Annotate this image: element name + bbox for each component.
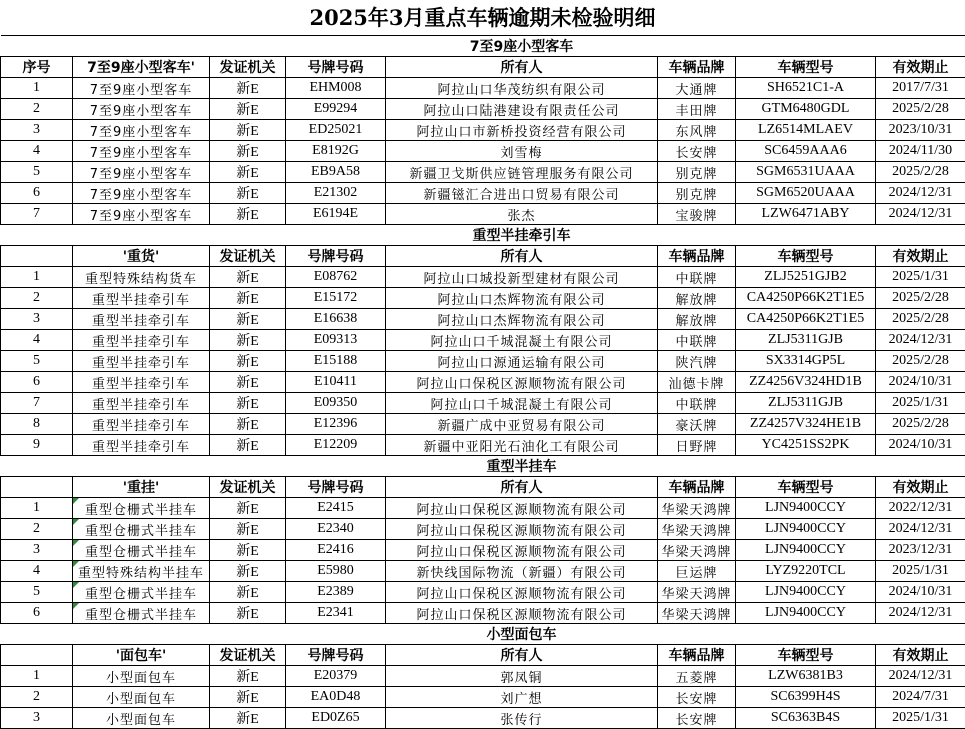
table-row xyxy=(1,435,965,456)
cell-plate-number[interactable]: E5980 xyxy=(286,561,386,582)
cell-plate-number[interactable]: E21302 xyxy=(286,183,386,204)
header-vehicle-model: 车辆型号 xyxy=(736,645,876,666)
header-valid-until: 有效期止 xyxy=(876,246,965,267)
cell-vehicle-model[interactable]: LZW6471ABY xyxy=(736,204,876,225)
table-row xyxy=(1,414,965,435)
section-title-row xyxy=(1,624,965,645)
section-title-spacer xyxy=(1,225,386,246)
cell-vehicle-model[interactable]: SX3314GP5L xyxy=(736,351,876,372)
cell-seq[interactable]: 7 xyxy=(1,204,73,225)
cell-vehicle-brand[interactable]: 大通牌 xyxy=(658,78,736,99)
header-seq xyxy=(1,645,73,666)
cell-vehicle-model[interactable]: GTM6480GDL xyxy=(736,99,876,120)
cell-vehicle-type[interactable]: 重型仓栅式半挂车 xyxy=(73,498,210,519)
cell-owner[interactable]: 新快线国际物流（新疆）有限公司 xyxy=(386,561,658,582)
cell-seq[interactable]: 7 xyxy=(1,393,73,414)
header-valid-until: 有效期止 xyxy=(876,645,965,666)
table-row xyxy=(1,519,965,540)
cell-seq[interactable]: 9 xyxy=(1,435,73,456)
cell-vehicle-brand[interactable]: 别克牌 xyxy=(658,183,736,204)
section-title-spacer xyxy=(658,225,965,246)
cell-plate-number[interactable]: E2341 xyxy=(286,603,386,624)
cell-vehicle-model[interactable]: LJN9400CCY xyxy=(736,540,876,561)
cell-plate-number[interactable]: E6194E xyxy=(286,204,386,225)
cell-vehicle-model[interactable]: ZLJ5311GJB xyxy=(736,393,876,414)
section-title: 重型半挂牵引车 xyxy=(386,225,658,246)
cell-seq[interactable]: 4 xyxy=(1,141,73,162)
cell-issuing-authority[interactable]: 新E xyxy=(210,267,286,288)
cell-vehicle-type[interactable]: 重型半挂牵引车 xyxy=(73,351,210,372)
cell-owner[interactable]: 阿拉山口保税区源顺物流有限公司 xyxy=(386,603,658,624)
cell-issuing-authority[interactable]: 新E xyxy=(210,498,286,519)
table-row xyxy=(1,267,965,288)
section-title-spacer xyxy=(1,36,386,57)
cell-valid-until[interactable]: 2024/10/31 xyxy=(876,582,965,603)
table-row xyxy=(1,309,965,330)
cell-plate-number[interactable]: E10411 xyxy=(286,372,386,393)
cell-owner[interactable]: 刘广想 xyxy=(386,687,658,708)
cell-plate-number[interactable]: E09313 xyxy=(286,330,386,351)
cell-issuing-authority[interactable]: 新E xyxy=(210,435,286,456)
cell-issuing-authority[interactable]: 新E xyxy=(210,666,286,687)
cell-seq[interactable]: 2 xyxy=(1,99,73,120)
cell-vehicle-model[interactable]: YC4251SS2PK xyxy=(736,435,876,456)
cell-owner[interactable]: 阿拉山口市新桥投资经营有限公司 xyxy=(386,120,658,141)
cell-vehicle-model[interactable]: SC6363B4S xyxy=(736,708,876,729)
cell-seq[interactable]: 5 xyxy=(1,351,73,372)
cell-vehicle-model[interactable]: ZZ4256V324HD1B xyxy=(736,372,876,393)
cell-issuing-authority[interactable]: 新E xyxy=(210,162,286,183)
cell-vehicle-brand[interactable]: 解放牌 xyxy=(658,309,736,330)
cell-issuing-authority[interactable]: 新E xyxy=(210,708,286,729)
cell-vehicle-brand[interactable]: 华梁天鸿牌 xyxy=(658,540,736,561)
cell-vehicle-brand[interactable]: 华梁天鸿牌 xyxy=(658,519,736,540)
cell-valid-until[interactable]: 2023/10/31 xyxy=(876,120,965,141)
cell-valid-until[interactable]: 2025/2/28 xyxy=(876,288,965,309)
cell-owner[interactable]: 阿拉山口华茂纺织有限公司 xyxy=(386,78,658,99)
header-valid-until: 有效期止 xyxy=(876,477,965,498)
cell-issuing-authority[interactable]: 新E xyxy=(210,120,286,141)
section-title-spacer xyxy=(658,456,965,477)
header-row xyxy=(1,57,965,78)
cell-plate-number[interactable]: E8192G xyxy=(286,141,386,162)
header-plate-number: 号牌号码 xyxy=(286,645,386,666)
cell-valid-until[interactable]: 2025/1/31 xyxy=(876,561,965,582)
cell-issuing-authority[interactable]: 新E xyxy=(210,78,286,99)
section-title: 7至9座小型客车 xyxy=(386,36,658,57)
cell-plate-number[interactable]: EHM008 xyxy=(286,78,386,99)
cell-issuing-authority[interactable]: 新E xyxy=(210,141,286,162)
header-issuing-authority: 发证机关 xyxy=(210,477,286,498)
cell-vehicle-type[interactable]: 小型面包车 xyxy=(73,666,210,687)
cell-plate-number[interactable]: E2416 xyxy=(286,540,386,561)
cell-vehicle-brand[interactable]: 日野牌 xyxy=(658,435,736,456)
cell-issuing-authority[interactable]: 新E xyxy=(210,414,286,435)
table-row xyxy=(1,393,965,414)
header-plate-number: 号牌号码 xyxy=(286,246,386,267)
cell-owner[interactable]: 郭凤铜 xyxy=(386,666,658,687)
cell-plate-number[interactable]: EB9A58 xyxy=(286,162,386,183)
cell-plate-number[interactable]: E99294 xyxy=(286,99,386,120)
cell-vehicle-model[interactable]: LJN9400CCY xyxy=(736,519,876,540)
cell-plate-number[interactable]: E15172 xyxy=(286,288,386,309)
cell-vehicle-type[interactable]: 小型面包车 xyxy=(73,708,210,729)
header-issuing-authority: 发证机关 xyxy=(210,645,286,666)
cell-vehicle-brand[interactable]: 豪沃牌 xyxy=(658,414,736,435)
cell-plate-number[interactable]: EA0D48 xyxy=(286,687,386,708)
table-row xyxy=(1,582,965,603)
cell-owner[interactable]: 阿拉山口杰辉物流有限公司 xyxy=(386,288,658,309)
table-row xyxy=(1,498,965,519)
header-vehicle-type: 7至9座小型客车' xyxy=(73,57,210,78)
cell-vehicle-model[interactable]: SC6459AAA6 xyxy=(736,141,876,162)
cell-vehicle-brand[interactable]: 长安牌 xyxy=(658,687,736,708)
cell-vehicle-model[interactable]: ZZ4257V324HE1B xyxy=(736,414,876,435)
cell-vehicle-brand[interactable]: 五菱牌 xyxy=(658,666,736,687)
cell-valid-until[interactable]: 2024/12/31 xyxy=(876,330,965,351)
cell-vehicle-type[interactable]: 重型仓栅式半挂车 xyxy=(73,540,210,561)
table-row xyxy=(1,288,965,309)
cell-owner[interactable]: 新疆中亚阳光石油化工有限公司 xyxy=(386,435,658,456)
cell-valid-until[interactable]: 2024/12/31 xyxy=(876,603,965,624)
cell-vehicle-type[interactable]: 7至9座小型客车 xyxy=(73,141,210,162)
cell-issuing-authority[interactable]: 新E xyxy=(210,561,286,582)
cell-vehicle-type[interactable]: 重型仓栅式半挂车 xyxy=(73,603,210,624)
cell-owner[interactable]: 阿拉山口千城混凝土有限公司 xyxy=(386,393,658,414)
cell-vehicle-brand[interactable]: 陕汽牌 xyxy=(658,351,736,372)
table-row xyxy=(1,99,965,120)
cell-vehicle-brand[interactable]: 长安牌 xyxy=(658,708,736,729)
header-plate-number: 号牌号码 xyxy=(286,477,386,498)
cell-vehicle-brand[interactable]: 丰田牌 xyxy=(658,99,736,120)
cell-valid-until[interactable]: 2024/10/31 xyxy=(876,372,965,393)
cell-vehicle-type[interactable]: 小型面包车 xyxy=(73,687,210,708)
cell-owner[interactable]: 刘雪梅 xyxy=(386,141,658,162)
cell-vehicle-type[interactable]: 重型仓栅式半挂车 xyxy=(73,519,210,540)
cell-vehicle-model[interactable]: CA4250P66K2T1E5 xyxy=(736,288,876,309)
cell-issuing-authority[interactable]: 新E xyxy=(210,99,286,120)
cell-seq[interactable]: 2 xyxy=(1,687,73,708)
cell-valid-until[interactable]: 2025/1/31 xyxy=(876,267,965,288)
cell-valid-until[interactable]: 2023/12/31 xyxy=(876,540,965,561)
cell-plate-number[interactable]: E12209 xyxy=(286,435,386,456)
cell-vehicle-brand[interactable]: 巨运牌 xyxy=(658,561,736,582)
cell-vehicle-brand[interactable]: 别克牌 xyxy=(658,162,736,183)
cell-vehicle-brand[interactable]: 宝骏牌 xyxy=(658,204,736,225)
cell-issuing-authority[interactable]: 新E xyxy=(210,582,286,603)
cell-seq[interactable]: 5 xyxy=(1,582,73,603)
header-owner: 所有人 xyxy=(386,477,658,498)
header-row xyxy=(1,246,965,267)
cell-owner[interactable]: 阿拉山口保税区源顺物流有限公司 xyxy=(386,540,658,561)
cell-vehicle-brand[interactable]: 中联牌 xyxy=(658,393,736,414)
cell-vehicle-type[interactable]: 重型半挂牵引车 xyxy=(73,309,210,330)
cell-valid-until[interactable]: 2024/10/31 xyxy=(876,435,965,456)
cell-owner[interactable]: 阿拉山口保税区源顺物流有限公司 xyxy=(386,372,658,393)
cell-plate-number[interactable]: E15188 xyxy=(286,351,386,372)
cell-valid-until[interactable]: 2025/1/31 xyxy=(876,393,965,414)
table-row xyxy=(1,687,965,708)
cell-owner[interactable]: 阿拉山口千城混凝土有限公司 xyxy=(386,330,658,351)
overdue-vehicle-table xyxy=(0,35,965,729)
header-vehicle-model: 车辆型号 xyxy=(736,246,876,267)
cell-issuing-authority[interactable]: 新E xyxy=(210,540,286,561)
cell-seq[interactable]: 1 xyxy=(1,498,73,519)
cell-plate-number[interactable]: E09350 xyxy=(286,393,386,414)
section-title: 小型面包车 xyxy=(386,624,658,645)
cell-plate-number[interactable]: E16638 xyxy=(286,309,386,330)
table-row xyxy=(1,372,965,393)
cell-owner[interactable]: 阿拉山口陆港建设有限责任公司 xyxy=(386,99,658,120)
table-row xyxy=(1,561,965,582)
cell-plate-number[interactable]: ED25021 xyxy=(286,120,386,141)
cell-vehicle-brand[interactable]: 中联牌 xyxy=(658,330,736,351)
table-row xyxy=(1,141,965,162)
cell-vehicle-type[interactable]: 7至9座小型客车 xyxy=(73,204,210,225)
cell-valid-until[interactable]: 2017/7/31 xyxy=(876,78,965,99)
cell-vehicle-model[interactable]: LYZ9220TCL xyxy=(736,561,876,582)
header-plate-number: 号牌号码 xyxy=(286,57,386,78)
cell-valid-until[interactable]: 2025/1/31 xyxy=(876,708,965,729)
header-vehicle-type: '重挂' xyxy=(73,477,210,498)
cell-valid-until[interactable]: 2025/2/28 xyxy=(876,162,965,183)
cell-vehicle-brand[interactable]: 长安牌 xyxy=(658,141,736,162)
cell-seq[interactable]: 3 xyxy=(1,309,73,330)
cell-seq[interactable]: 2 xyxy=(1,288,73,309)
section-title-spacer xyxy=(658,624,965,645)
cell-issuing-authority[interactable]: 新E xyxy=(210,519,286,540)
section-title-row xyxy=(1,456,965,477)
cell-owner[interactable]: 新疆广成中亚贸易有限公司 xyxy=(386,414,658,435)
cell-vehicle-brand[interactable]: 东风牌 xyxy=(658,120,736,141)
cell-valid-until[interactable]: 2024/12/31 xyxy=(876,666,965,687)
cell-seq[interactable]: 3 xyxy=(1,540,73,561)
table-row xyxy=(1,603,965,624)
sheet-title: 2025年3月重点车辆逾期未检验明细 xyxy=(0,0,965,35)
cell-issuing-authority[interactable]: 新E xyxy=(210,309,286,330)
header-vehicle-type: '面包车' xyxy=(73,645,210,666)
cell-valid-until[interactable]: 2024/12/31 xyxy=(876,183,965,204)
table-row xyxy=(1,540,965,561)
cell-valid-until[interactable]: 2025/2/28 xyxy=(876,351,965,372)
cell-plate-number[interactable]: E2340 xyxy=(286,519,386,540)
cell-valid-until[interactable]: 2024/7/31 xyxy=(876,687,965,708)
header-vehicle-brand: 车辆品牌 xyxy=(658,57,736,78)
cell-vehicle-model[interactable]: LJN9400CCY xyxy=(736,498,876,519)
cell-valid-until[interactable]: 2025/2/28 xyxy=(876,99,965,120)
header-valid-until: 有效期止 xyxy=(876,57,965,78)
cell-valid-until[interactable]: 2024/12/31 xyxy=(876,204,965,225)
header-seq xyxy=(1,246,73,267)
header-vehicle-model: 车辆型号 xyxy=(736,477,876,498)
cell-vehicle-type[interactable]: 重型半挂牵引车 xyxy=(73,288,210,309)
cell-vehicle-type[interactable]: 重型半挂牵引车 xyxy=(73,393,210,414)
cell-seq[interactable]: 6 xyxy=(1,372,73,393)
cell-vehicle-model[interactable]: SH6521C1-A xyxy=(736,78,876,99)
cell-issuing-authority[interactable]: 新E xyxy=(210,288,286,309)
cell-valid-until[interactable]: 2025/2/28 xyxy=(876,309,965,330)
header-seq xyxy=(1,477,73,498)
cell-plate-number[interactable]: E2415 xyxy=(286,498,386,519)
header-vehicle-brand: 车辆品牌 xyxy=(658,645,736,666)
header-vehicle-brand: 车辆品牌 xyxy=(658,246,736,267)
header-issuing-authority: 发证机关 xyxy=(210,246,286,267)
cell-seq[interactable]: 4 xyxy=(1,561,73,582)
cell-seq[interactable]: 1 xyxy=(1,78,73,99)
cell-owner[interactable]: 阿拉山口源通运输有限公司 xyxy=(386,351,658,372)
cell-valid-until[interactable]: 2024/11/30 xyxy=(876,141,965,162)
cell-plate-number[interactable]: E20379 xyxy=(286,666,386,687)
cell-vehicle-model[interactable]: SGM6520UAAA xyxy=(736,183,876,204)
cell-seq[interactable]: 5 xyxy=(1,162,73,183)
header-vehicle-model: 车辆型号 xyxy=(736,57,876,78)
cell-vehicle-type[interactable]: 7至9座小型客车 xyxy=(73,120,210,141)
cell-vehicle-type[interactable]: 重型特殊结构货车 xyxy=(73,267,210,288)
cell-issuing-authority[interactable]: 新E xyxy=(210,603,286,624)
header-row xyxy=(1,477,965,498)
cell-issuing-authority[interactable]: 新E xyxy=(210,372,286,393)
table-body xyxy=(1,36,965,729)
cell-seq[interactable]: 1 xyxy=(1,267,73,288)
header-owner: 所有人 xyxy=(386,57,658,78)
cell-vehicle-type[interactable]: 7至9座小型客车 xyxy=(73,99,210,120)
cell-owner[interactable]: 新疆镃汇合进出口贸易有限公司 xyxy=(386,183,658,204)
cell-seq[interactable]: 3 xyxy=(1,120,73,141)
cell-valid-until[interactable]: 2022/12/31 xyxy=(876,498,965,519)
cell-owner[interactable]: 阿拉山口杰辉物流有限公司 xyxy=(386,309,658,330)
cell-vehicle-type[interactable]: 7至9座小型客车 xyxy=(73,78,210,99)
cell-vehicle-model[interactable]: SGM6531UAAA xyxy=(736,162,876,183)
cell-vehicle-brand[interactable]: 华梁天鸿牌 xyxy=(658,582,736,603)
header-owner: 所有人 xyxy=(386,246,658,267)
cell-valid-until[interactable]: 2025/2/28 xyxy=(876,414,965,435)
cell-vehicle-type[interactable]: 重型半挂牵引车 xyxy=(73,435,210,456)
header-issuing-authority: 发证机关 xyxy=(210,57,286,78)
cell-vehicle-type[interactable]: 7至9座小型客车 xyxy=(73,162,210,183)
section-title: 重型半挂车 xyxy=(386,456,658,477)
table-row xyxy=(1,204,965,225)
cell-vehicle-model[interactable]: ZLJ5251GJB2 xyxy=(736,267,876,288)
cell-seq[interactable]: 4 xyxy=(1,330,73,351)
cell-seq[interactable]: 1 xyxy=(1,666,73,687)
cell-seq[interactable]: 6 xyxy=(1,183,73,204)
cell-issuing-authority[interactable]: 新E xyxy=(210,330,286,351)
table-row xyxy=(1,120,965,141)
cell-vehicle-type[interactable]: 重型半挂牵引车 xyxy=(73,330,210,351)
header-vehicle-type: '重货' xyxy=(73,246,210,267)
section-title-spacer xyxy=(1,624,386,645)
cell-plate-number[interactable]: ED0Z65 xyxy=(286,708,386,729)
cell-vehicle-model[interactable]: LZW6381B3 xyxy=(736,666,876,687)
cell-issuing-authority[interactable]: 新E xyxy=(210,351,286,372)
cell-valid-until[interactable]: 2024/12/31 xyxy=(876,519,965,540)
table-row xyxy=(1,666,965,687)
cell-vehicle-type[interactable]: 重型特殊结构半挂车 xyxy=(73,561,210,582)
cell-seq[interactable]: 3 xyxy=(1,708,73,729)
cell-vehicle-model[interactable]: LJN9400CCY xyxy=(736,582,876,603)
header-row xyxy=(1,645,965,666)
cell-owner[interactable]: 张传行 xyxy=(386,708,658,729)
cell-plate-number[interactable]: E08762 xyxy=(286,267,386,288)
section-title-spacer xyxy=(658,36,965,57)
table-row xyxy=(1,351,965,372)
section-title-spacer xyxy=(1,456,386,477)
cell-seq[interactable]: 2 xyxy=(1,519,73,540)
cell-owner[interactable]: 阿拉山口保税区源顺物流有限公司 xyxy=(386,498,658,519)
table-row xyxy=(1,78,965,99)
table-row xyxy=(1,708,965,729)
cell-owner[interactable]: 张杰 xyxy=(386,204,658,225)
cell-vehicle-type[interactable]: 重型半挂牵引车 xyxy=(73,372,210,393)
cell-vehicle-brand[interactable]: 华梁天鸿牌 xyxy=(658,498,736,519)
cell-plate-number[interactable]: E12396 xyxy=(286,414,386,435)
cell-owner[interactable]: 阿拉山口城投新型建材有限公司 xyxy=(386,267,658,288)
header-vehicle-brand: 车辆品牌 xyxy=(658,477,736,498)
cell-vehicle-type[interactable]: 重型半挂牵引车 xyxy=(73,414,210,435)
cell-vehicle-model[interactable]: LJN9400CCY xyxy=(736,603,876,624)
table-row xyxy=(1,162,965,183)
cell-vehicle-brand[interactable]: 中联牌 xyxy=(658,267,736,288)
table-row xyxy=(1,330,965,351)
cell-issuing-authority[interactable]: 新E xyxy=(210,183,286,204)
cell-vehicle-model[interactable]: SC6399H4S xyxy=(736,687,876,708)
cell-issuing-authority[interactable]: 新E xyxy=(210,393,286,414)
cell-vehicle-type[interactable]: 重型仓栅式半挂车 xyxy=(73,582,210,603)
section-title-row xyxy=(1,225,965,246)
cell-vehicle-model[interactable]: CA4250P66K2T1E5 xyxy=(736,309,876,330)
header-seq: 序号 xyxy=(1,57,73,78)
cell-issuing-authority[interactable]: 新E xyxy=(210,204,286,225)
header-owner: 所有人 xyxy=(386,645,658,666)
cell-seq[interactable]: 6 xyxy=(1,603,73,624)
cell-vehicle-model[interactable]: ZLJ5311GJB xyxy=(736,330,876,351)
cell-seq[interactable]: 8 xyxy=(1,414,73,435)
cell-plate-number[interactable]: E2389 xyxy=(286,582,386,603)
cell-vehicle-type[interactable]: 7至9座小型客车 xyxy=(73,183,210,204)
cell-vehicle-model[interactable]: LZ6514MLAEV xyxy=(736,120,876,141)
cell-owner[interactable]: 阿拉山口保税区源顺物流有限公司 xyxy=(386,582,658,603)
cell-owner[interactable]: 阿拉山口保税区源顺物流有限公司 xyxy=(386,519,658,540)
section-title-row xyxy=(1,36,965,57)
cell-vehicle-brand[interactable]: 汕德卡牌 xyxy=(658,372,736,393)
cell-owner[interactable]: 新疆卫戈斯供应链管理服务有限公司 xyxy=(386,162,658,183)
cell-issuing-authority[interactable]: 新E xyxy=(210,687,286,708)
cell-vehicle-brand[interactable]: 解放牌 xyxy=(658,288,736,309)
cell-vehicle-brand[interactable]: 华梁天鸿牌 xyxy=(658,603,736,624)
table-row xyxy=(1,183,965,204)
